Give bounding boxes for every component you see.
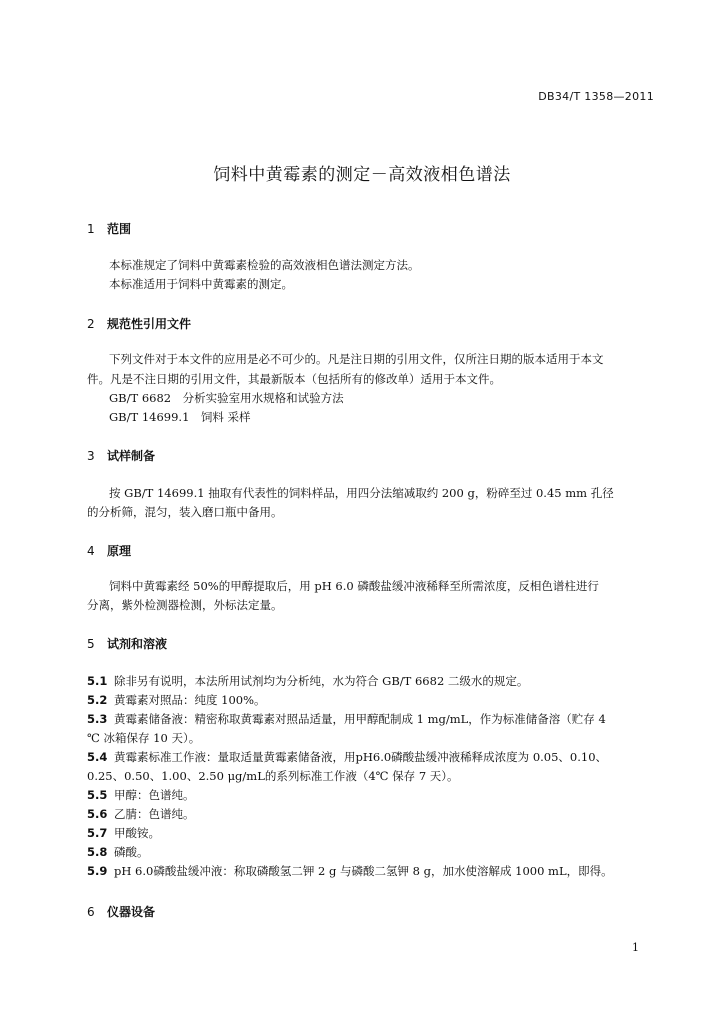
item-text: 甲醇：色谱纯。 (114, 788, 195, 802)
paragraph-line: 本标准适用于饲料中黄霉素的测定。 (109, 277, 293, 291)
paragraph-line: 下列文件对于本文件的应用是必不可少的。凡是注日期的引用文件，仅所注日期的版本适用于本文 (109, 352, 604, 366)
item-number: 5.8 (87, 845, 108, 859)
item-text: pH 6.0磷酸盐缓冲液：称取磷酸氢二钾 2 g 与磷酸二氢钾 8 g，加水使溶解成 1000 mL，即得。 (114, 864, 613, 878)
item-text: 除非另有说明，本法所用试剂均为分析纯，水为符合 GB/T 6682 二级水的规定。 (114, 674, 529, 688)
section-number: 4 (87, 544, 95, 558)
paragraph-line: 的分析筛，混匀，装入磨口瓶中备用。 (87, 505, 283, 519)
list-item (87, 825, 160, 841)
section-number: 5 (87, 637, 95, 651)
list-item (87, 673, 528, 689)
paragraph-line: 按 GB/T 14699.1 抽取有代表性的饲料样品，用四分法缩减取约 200 g，粉碎至过 0.45 mm 孔径 (109, 486, 614, 500)
section-title: 试样制备 (107, 449, 156, 463)
item-number: 5.4 (87, 750, 108, 764)
section-4-heading (87, 542, 131, 559)
list-item-continuation: ℃ 冰箱保存 10 天）。 (87, 731, 201, 745)
item-number: 5.6 (87, 807, 108, 821)
item-text: 黄霉素标准工作液：量取适量黄霉素储备液，用pH6.0磷酸盐缓冲液稀释成浓度为 0.05、0.10、 (114, 750, 608, 764)
section-number: 6 (87, 905, 95, 919)
section-1-heading (87, 220, 131, 237)
paragraph-line: 本标准规定了饲料中黄霉素检验的高效液相色谱法测定方法。 (109, 258, 420, 272)
list-item (87, 711, 606, 727)
list-item (87, 692, 266, 708)
item-number: 5.2 (87, 693, 108, 707)
list-item (87, 787, 195, 803)
item-text: 黄霉素储备液：精密称取黄霉素对照品适量，用甲醇配制成 1 mg/mL，作为标准储备溶（贮存 4 (114, 712, 606, 726)
document-title: 饲料中黄霉素的测定－高效液相色谱法 (213, 165, 511, 185)
list-item-continuation: 0.25、0.50、1.00、2.50 μg/mL的系列标准工作液（4℃ 保存 7 天）。 (87, 769, 459, 783)
reference-item: GB/T 14699.1 饲料 采样 (109, 410, 251, 424)
section-3-heading (87, 447, 155, 464)
section-title: 规范性引用文件 (107, 317, 192, 331)
list-item (87, 863, 613, 879)
item-number: 5.9 (87, 864, 108, 878)
list-item (87, 806, 195, 822)
item-number: 5.7 (87, 826, 108, 840)
item-number: 5.3 (87, 712, 108, 726)
section-number: 1 (87, 222, 95, 236)
paragraph-line: 饲料中黄霉素经 50%的甲醇提取后，用 pH 6.0 磷酸盐缓冲液稀释至所需浓度，反相色谱柱进行 (109, 579, 599, 593)
page-number: 1 (632, 941, 639, 954)
section-5-heading (87, 635, 167, 652)
section-title: 试剂和溶液 (107, 637, 168, 651)
item-text: 甲酸铵。 (114, 826, 160, 840)
reference-item: GB/T 6682 分析实验室用水规格和试验方法 (109, 391, 344, 405)
list-item (87, 844, 149, 860)
standard-code: DB34/T 1358—2011 (538, 90, 654, 103)
section-6-heading (87, 903, 155, 920)
section-2-heading (87, 315, 191, 332)
item-number: 5.5 (87, 788, 108, 802)
paragraph-line: 分离，紫外检测器检测，外标法定量。 (87, 598, 283, 612)
item-text: 磷酸。 (114, 845, 149, 859)
list-item (87, 749, 607, 765)
section-number: 2 (87, 317, 95, 331)
item-text: 黄霉素对照品：纯度 100%。 (114, 693, 266, 707)
item-number: 5.1 (87, 674, 108, 688)
paragraph-line: 件。凡是不注日期的引用文件，其最新版本（包括所有的修改单）适用于本文件。 (87, 372, 501, 386)
section-title: 原理 (107, 544, 132, 558)
item-text: 乙腈：色谱纯。 (114, 807, 195, 821)
section-title: 范围 (107, 222, 132, 236)
section-title: 仪器设备 (107, 905, 156, 919)
section-number: 3 (87, 449, 95, 463)
